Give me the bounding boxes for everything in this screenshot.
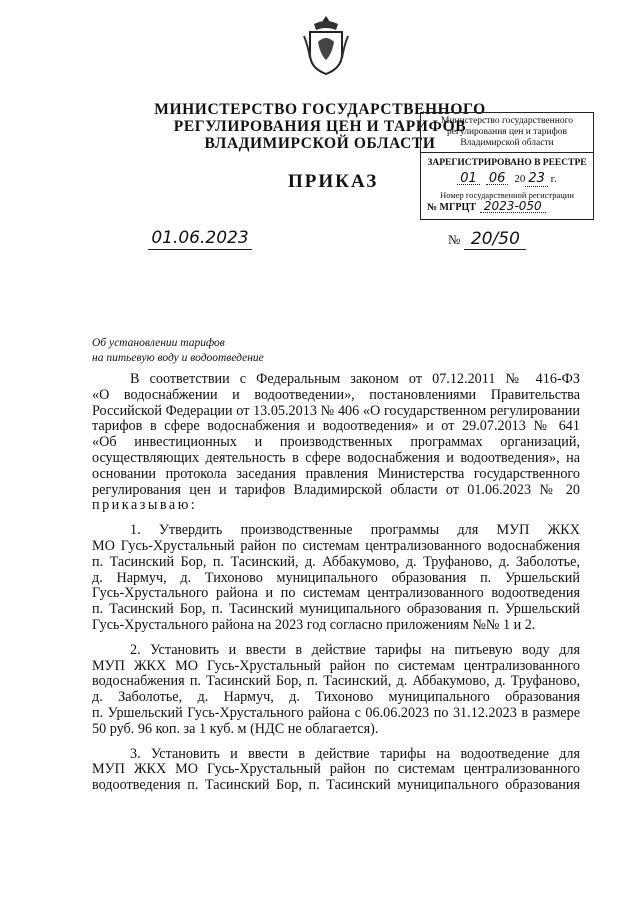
stamp-registered-label: ЗАРЕГИСТРИРОВАНО В РЕЕСТРЕ	[427, 158, 587, 168]
text-line: «Об инвестиционных и производственных программах организаций,	[92, 434, 580, 451]
text-line: 3. Установить и ввести в действие тарифы на водоотведение для	[130, 745, 580, 762]
stamp-org	[421, 113, 593, 153]
subject-line: на питьевую воду и водоотведение	[92, 352, 264, 364]
order-number-value: 20/50	[464, 229, 526, 250]
stamp-org-line: Министерство государственного	[441, 116, 573, 126]
text-line: регулирования цен и тарифов Владимирской области от 01.06.2023 № 20	[92, 481, 580, 498]
text-line: п. Тасинский Бор, п. Тасинский, д. Аббакумово, д. Труфаново, д. Заболотье,	[92, 553, 580, 570]
stamp-month: 06	[486, 173, 509, 185]
text-line: МУП ЖКХ МО Гусь-Хрустальный район по системам централизованного	[92, 657, 580, 674]
coat-of-arms-icon	[300, 14, 352, 76]
stamp-date	[421, 173, 593, 185]
order-number	[448, 229, 526, 250]
stamp-day: 01	[457, 173, 480, 185]
text-line: водоснабжения п. Тасинский Бор, п. Тасинский, д. Аббакумово, д. Труфаново,	[92, 673, 580, 690]
order-date: 01.06.2023	[148, 228, 252, 250]
text-line: д. Нармуч, д. Тихоново муниципального образования п. Уршельский	[92, 569, 580, 586]
text-line: д. Заболотье, д. Нармуч, д. Тихоново муниципального образования	[92, 689, 580, 706]
stamp-reg-number-value: 2023-050	[480, 201, 546, 213]
stamp-year	[514, 173, 556, 185]
stamp-reg-number	[421, 201, 593, 213]
item-3-paragraph	[92, 747, 580, 794]
text-line: осуществляющих деятельность в сфере водоснабжения и водоотведения», на	[92, 449, 580, 466]
text-line: п. Уршельский Гусь-Хрустального района с 06.06.2023 по 31.12.2023 в размере	[92, 704, 580, 721]
stamp-org-line: Владимирской области	[460, 138, 554, 148]
intro-paragraph	[92, 372, 580, 514]
ministry-line: РЕГУЛИРОВАНИЯ ЦЕН И ТАРИФОВ	[173, 118, 467, 135]
text-line: 1. Утвердить производственные программы для МУП ЖКХ	[130, 522, 580, 539]
item-1-paragraph	[92, 523, 580, 634]
item-2-paragraph	[92, 643, 580, 738]
text-line: «О водоснабжении и водоотведении», постановлениями Правительства	[92, 386, 580, 403]
order-body	[92, 372, 580, 803]
text-line: основании протокола заседания правления Министерства государственного	[92, 465, 580, 482]
stamp-year-prefix: 20	[514, 173, 526, 185]
document-type-title: ПРИКАЗ	[288, 171, 379, 192]
subject-line: Об установлении тарифов	[92, 337, 225, 349]
ministry-line: ВЛАДИМИРСКОЙ ОБЛАСТИ	[204, 135, 436, 152]
text-line: МО Гусь-Хрустальный район по системам централизованного водоснабжения	[92, 537, 580, 554]
text-line: Гусь-Хрустального района на 2023 год согласно приложениям №№ 1 и 2.	[92, 616, 536, 633]
text-line: В соответствии с Федеральным законом от 07.12.2011 № 416-ФЗ	[130, 371, 580, 387]
text-line: 2. Установить и ввести в действие тарифы на питьевую воду для	[130, 641, 580, 658]
text-line: приказываю:	[92, 497, 198, 514]
text-line: 50 руб. 96 коп. за 1 куб. м (НДС не облагается).	[92, 720, 379, 737]
text-line: п. Тасинский Бор, п. Тасинский муниципального образования п. Уршельский	[92, 601, 580, 618]
stamp-mgrct-label: № МГРЦТ	[427, 202, 476, 213]
ministry-line: МИНИСТЕРСТВО ГОСУДАРСТВЕННОГО	[154, 101, 486, 118]
stamp-reg-number-label: Номер государственной регистрации	[440, 190, 574, 200]
text-line: Гусь-Хрустального района и по системам централизованного водоотведения	[92, 585, 580, 602]
stamp-year-suffix: 23	[525, 171, 548, 187]
text-line: тарифов в сфере водоснабжения и водоотведения» и от 29.07.2013 № 641	[92, 418, 580, 435]
text-line: МУП ЖКХ МО Гусь-Хрустальный район по системам централизованного	[92, 761, 580, 778]
order-subject	[92, 336, 264, 366]
registration-stamp	[420, 112, 594, 220]
stamp-org-line: регулирования цен и тарифов	[447, 127, 567, 137]
text-line: Российской Федерации от 13.05.2013 № 406 «О государственном регулировании	[92, 402, 580, 419]
order-number-label: №	[448, 232, 461, 247]
stamp-year-unit: г.	[550, 173, 557, 185]
text-line: водоотведения п. Тасинский Бор, п. Тасинский муниципального образования	[92, 777, 580, 794]
